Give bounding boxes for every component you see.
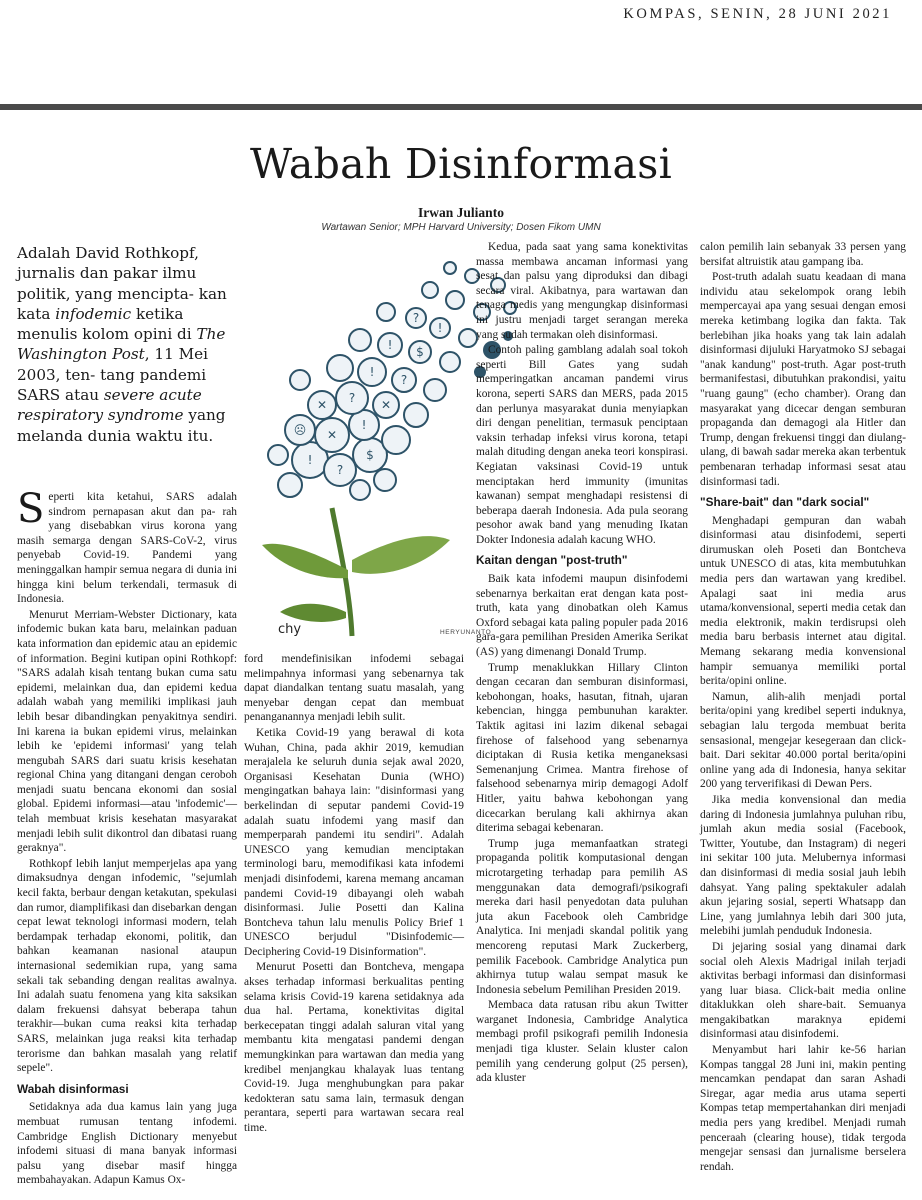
svg-text:✕: ✕	[380, 398, 392, 412]
lead-italic-2: The Washington Post	[17, 325, 226, 364]
column-4	[700, 240, 906, 1175]
col3-paragraph-1: Kedua, pada saat yang sama konektivitas massa membawa ancaman informasi yang sesat dan palsu yang diproduksi dan dibagi secara viral. Akibatnya, para wartawan dan tenaga medis yang mengungkap disinformasi ini justru menjadi target serangan mereka yang sudah termakan oleh disinformasi.	[476, 241, 688, 341]
top-rule	[0, 104, 922, 110]
illustration-credit: HERYUNANTO	[440, 629, 492, 636]
column-1	[17, 486, 237, 1189]
svg-text:☹: ☹	[293, 423, 307, 437]
author-name: Irwan Julianto	[418, 205, 504, 220]
col1-paragraph-1-text: eperti kita ketahui, SARS adalah sindrom pernapasan akut dan pa- rah yang disebabkan virus korona yang masih semarga dengan SARS-CoV-2, virus penyebab Covid-19. Pandemi yang meninggalkan hampir semua negara di dunia ini hingga kini belum terkendali, termasuk di Indonesia.	[17, 491, 237, 606]
column-2	[244, 652, 464, 1137]
col3-paragraph-2: Contoh paling gamblang adalah soal tokoh seperti Bill Gates yang sudah memperingatkan ancaman pandemi virus korona, seperti SARS dan MERS, pada 2015 dan perlunya masyarakat dunia menyiapkan diri dengan penelitian, termasuk penciptaan vaksin terhadap infeksi virus korona, tetapi malah dituding dengan aneka teori konspirasi. Kegiatan vaksinasi Covid-19 untuk menciptakan herd immunity (imunitas kawanan) sempat menghadapi resistensi di beberapa daerah Indonesia. Ada pula seorang pesohor awak band yang menuding Ikatan Dokter Indonesia adalah kacung WHO.	[476, 344, 688, 546]
lead-text-4: yang melanda dunia waktu itu.	[17, 406, 226, 445]
section-heading-post-truth: Kaitan dengan "post-truth"	[476, 553, 628, 568]
col1-paragraph-1	[17, 486, 237, 607]
svg-text:✕: ✕	[326, 428, 338, 442]
col3-paragraph-4: Trump menaklukkan Hillary Clinton dengan cecaran dan semburan disinformasi, kebohongan, hoaks, hasutan, fitnah, ujaran kebencian, hingga pembunuhan karakter. Taktik agitasi ini lazim dikenal sebagai firehose of falsehood yang sebenarnya diciptakan di Rusia ketika menganeksasi Semenanjung Crimea. Mantra firehose of falsehood sebenarnya mirip demagogi Adolf Hitler, yaitu bahwa kebohongan yang dicecarkan berulang kali akhirnya akan diterima sebagai kebenaran.	[476, 661, 688, 835]
col2-paragraph-1: ford mendefinisikan infodemi sebagai melimpahnya informasi yang sebenarnya tak dapat diandalkan tentang suatu masalah, yang menyebar dengan cepat dan membuat penanganannya menjadi lebih sulit.	[244, 653, 464, 724]
stem-and-leaves	[262, 508, 450, 636]
col2-paragraph-3: Menurut Posetti dan Bontcheva, mengapa akses terhadap informasi berkualitas penting selama krisis Covid-19 karena setidaknya ada dua hal. Pertama, konektivitas digital berkecepatan tinggi adalah saluran vital yang membantu kita mengatasi pandemi dengan memungkinkan para wartawan dan media yang kredibel menjangkau khalayak luas tentang Covid-19. Juga menghubungkan para pakar kedokteran satu sama lain, termasuk dengan perantara, seperti para wartawan secara real time.	[244, 961, 464, 1134]
lead-italic-1: infodemic	[55, 304, 132, 323]
col1-paragraph-2: Menurut Merriam-Webster Dictionary, kata infodemic bukan kata baru, melainkan paduan kata information dan epidemic atau an epidemic of information. Begini kutipan opini Rothkopf: "SARS adalah kisah tentang bukan cuma satu epidemi, melainkan dua, dan epidemi kedua adalah wabah yang memiliki implikasi jauh lebih besar dibandingkan penyakitnya sendiri. Ini karena ia bukan epidemi virus, melainkan lebih ke 'epidemi informasi' yang telah mengubah SARS dari suatu krisis kesehatan regional China yang ditangani dengan ceroboh menjadi suatu bencana ekonomi dan sosial global. Epidemi informasi—atau 'infodemic'—telah membuat krisis kesehatan masyarakat menjadi lebih sulit dikontrol dan dibatasi ruang geraknya".	[17, 608, 237, 855]
section-heading-share-bait: "Share-bait" dan "dark social"	[700, 495, 870, 510]
svg-text:$: $	[416, 345, 424, 359]
lead-text-2: ketika menulis kolom opini di	[17, 304, 197, 344]
svg-text:?: ?	[400, 373, 408, 387]
lead-text-1: Adalah David Rothkopf, jurnalis dan pakar ilmu politik, yang mencipta- kan kata	[17, 244, 227, 323]
lead-text-3: , 11 Mei 2003, ten- tang pandemi SARS atau	[17, 345, 208, 405]
column-3	[476, 240, 688, 1087]
svg-text:!: !	[369, 365, 375, 379]
col2-paragraph-2: Ketika Covid-19 yang berawal di kota Wuhan, China, pada akhir 2019, kemudian merajalela ke seluruh dunia sejak awal 2020, Organisasi Kesehatan Dunia (WHO) mengingatkan bahaya lain: "disinformasi yang berkelindan di seputar pandemi Covid-19 adalah suatu infodemi yang masif dan memperparah pandemi itu sendiri". Adalah UNESCO yang kemudian menciptakan terminologi baru, memodifikasi kata infodemi menjadi disinfodemi, karena memang ancaman pandemi Covid-19 dibayangi oleh wabah disinformasi. Julie Posetti dan Kalina Bontcheva tahun lalu menulis Policy Brief 1 UNESCO berjudul "Disinfodemic—Deciphering Covid-19 Disinformation".	[244, 726, 464, 958]
author-affiliation: Wartawan Senior; MPH Harvard University; Dosen Fikom UMN	[321, 222, 601, 233]
col3-paragraph-5: Trump juga memanfaatkan strategi propaganda politik komputasional dengan microtargeting terhadap para pemilih AS menggunakan data demografi/psikografi mereka dari hasil penyedotan data puluhan juta akun Facebook oleh Cambridge Analytica. Ini menjadi skandal politik yang mencoreng reputasi Mark Zuckerberg, pemilik Facebook. Cambridge Analytica pun akhirnya tutup walau sempat masuk ke Indonesia sebelum Pemilihan Presiden 2019.	[476, 837, 688, 996]
masthead: KOMPAS, SENIN, 28 JUNI 2021	[623, 6, 892, 22]
svg-text:✕: ✕	[316, 398, 328, 412]
col4-paragraph-3: Menghadapi gempuran dan wabah disinformasi atau disinfodemi, seperti dirumuskan oleh Poseti dan Bontcheva untuk UNESCO di atas, kita membutuhkan media pers dan wartawan yang kredibel. Apalagi saat ini media arus utama/konvensional, seperti media cetak dan media elektronik, makin terdisrupsi oleh media baru berbasis internet atau digital. Memang sekarang media konvensional hampir semuanya memiliki portal berita/opini online.	[700, 514, 906, 688]
svg-text:?: ?	[336, 463, 344, 477]
svg-text:?: ?	[348, 391, 356, 405]
col4-paragraph-2: Post-truth adalah suatu keadaan di mana individu atau sekelompok orang lebih mempercayai apa yang sesuai dengan emosi mereka ketimbang logika dan fakta. Tak berlebihan jika hoaks yang tak lain adalah disinformasi dijuluki Haryatmoko SJ sebagai "anak kandung" post-truth. Agar post-truth bermanifestasi, dibutuhkan prakondisi, yaitu "ruang gaung" (echo chamber). Orang dan masyarakat yang dicecar dengan semburan propaganda dan demagogi ala Hitler dan Trump, dengan frekuensi tinggi dan diulang-ulang, di bawah sadar mereka akan terbentuk pembenaran terhadap informasi sesat atau disinformasi tadi.	[700, 271, 906, 488]
col3-paragraph-3: Baik kata infodemi maupun disinfodemi sebenarnya berkaitan erat dengan kata post-truth, kata yang dinobatkan oleh Kamus Oxford sebagai kata paling populer pada 2016 gara-gara pemilihan Presiden Amerika Serikat (AS) yang dimenangi Donald Trump.	[476, 573, 688, 659]
article-title: Wabah Disinformasi	[249, 140, 673, 188]
svg-text:!: !	[387, 338, 393, 352]
section-heading-wabah: Wabah disinformasi	[17, 1081, 129, 1096]
lead-paragraph	[17, 243, 245, 446]
col1-paragraph-4: Setidaknya ada dua kamus lain yang juga membuat rumusan tentang infodemi. Cambridge English Dictionary menyebut infodemi situasi di mana banyak informasi palsu yang disebar masif hingga membahayakan. Adapun Kamus Ox-	[17, 1101, 237, 1187]
illustrator-signature: chy	[278, 622, 302, 637]
svg-text:?: ?	[412, 311, 420, 325]
col4-paragraph-7: Menyambut hari lahir ke-56 harian Kompas tanggal 28 Juni ini, makin penting mencamkan pendapat dan saran Ashadi Siregar, agar media arus utama seperti Kompas tetap mempertahankan diri menjadi media pers yang kredibel. Menjadi rumah penceraah (clearing house), tidak tergoda mengejar sensasi dan jurnalisme berselera rendah.	[700, 1044, 906, 1173]
col4-paragraph-1: calon pemilih lain sebanyak 33 persen yang bersifat altruistik atau gampang iba.	[700, 241, 906, 268]
col4-paragraph-6: Di jejaring sosial yang dinamai dark social oleh Alexis Madrigal inilah terjadi aktivitas berbagi informasi dan disinformasi yang luar biasa. Click-bait media online ditaklukkan oleh share-bait. Semuanya mengakibatkan maraknya epidemi disinformasi atau disinfodemi.	[700, 940, 906, 1041]
svg-text:!: !	[361, 418, 367, 432]
col3-paragraph-6: Membaca data ratusan ribu akun Twitter warganet Indonesia, Cambridge Analytica membagi profil psikografi pemilih Indonesia menjadi tiga kluster. Selain kluster calon pemilih yang cenderung golput (25 persen), ada kluster	[476, 999, 688, 1085]
col4-paragraph-4: Namun, alih-alih menjadi portal berita/opini yang kredibel seperti induknya, sebagian lalu tergoda membuat berita sensasional, mengejar kesegeraan dan click-bait. Dari sekitar 40.000 portal berita/opini online yang ada di Indonesia, hanya sekitar 200 yang terverifikasi di Dewan Pers.	[700, 690, 906, 791]
svg-text:!: !	[307, 453, 313, 467]
col4-paragraph-5: Jika media konvensional dan media daring di Indonesia jumlahnya puluhan ribu, jumlah akun media sosial (Facebook, Twitter, Youtube, dan Instagram) di negeri ini sekitar 100 juta. Melubernya informasi dan disinformasi di media sosial jauh lebih dahsyat. Yang paling spektakuler adalah akun jejaring sosial, seperti Whatsapp dan Line, yang jumlahnya lebih dari 300 juta, melebihi jumlah penduduk Indonesia.	[700, 793, 906, 938]
lead-italic-3: severe acute respiratory syndrome	[17, 386, 202, 425]
drop-cap: S	[17, 486, 45, 532]
col1-paragraph-3: Rothkopf lebih lanjut memperjelas apa yang dimaksudnya dengan infodemic, "sejumlah kecil fakta, berbaur dengan ketakutan, spekulasi dan rumor, diamplifikasi dan disebarkan dengan cepat lewat teknologi informasi modern, telah berdampak terhadap ekonomi, politik, dan bahkan keamanan nasional ataupun internasional sedemikian rupa, yang sama sekali tak sebanding dengan realitas awalnya. Ini adalah suatu fenomena yang kita saksikan dalam frekuensi dahsyat beberapa tahun terakhir—bukan cuma reaksi kita terhadap SARS, melainkan juga reaksi kita terhadap terorisme dan bahkan masalah yang relatif sepele".	[17, 857, 237, 1075]
svg-text:$: $	[366, 448, 374, 462]
svg-text:!: !	[437, 321, 443, 335]
